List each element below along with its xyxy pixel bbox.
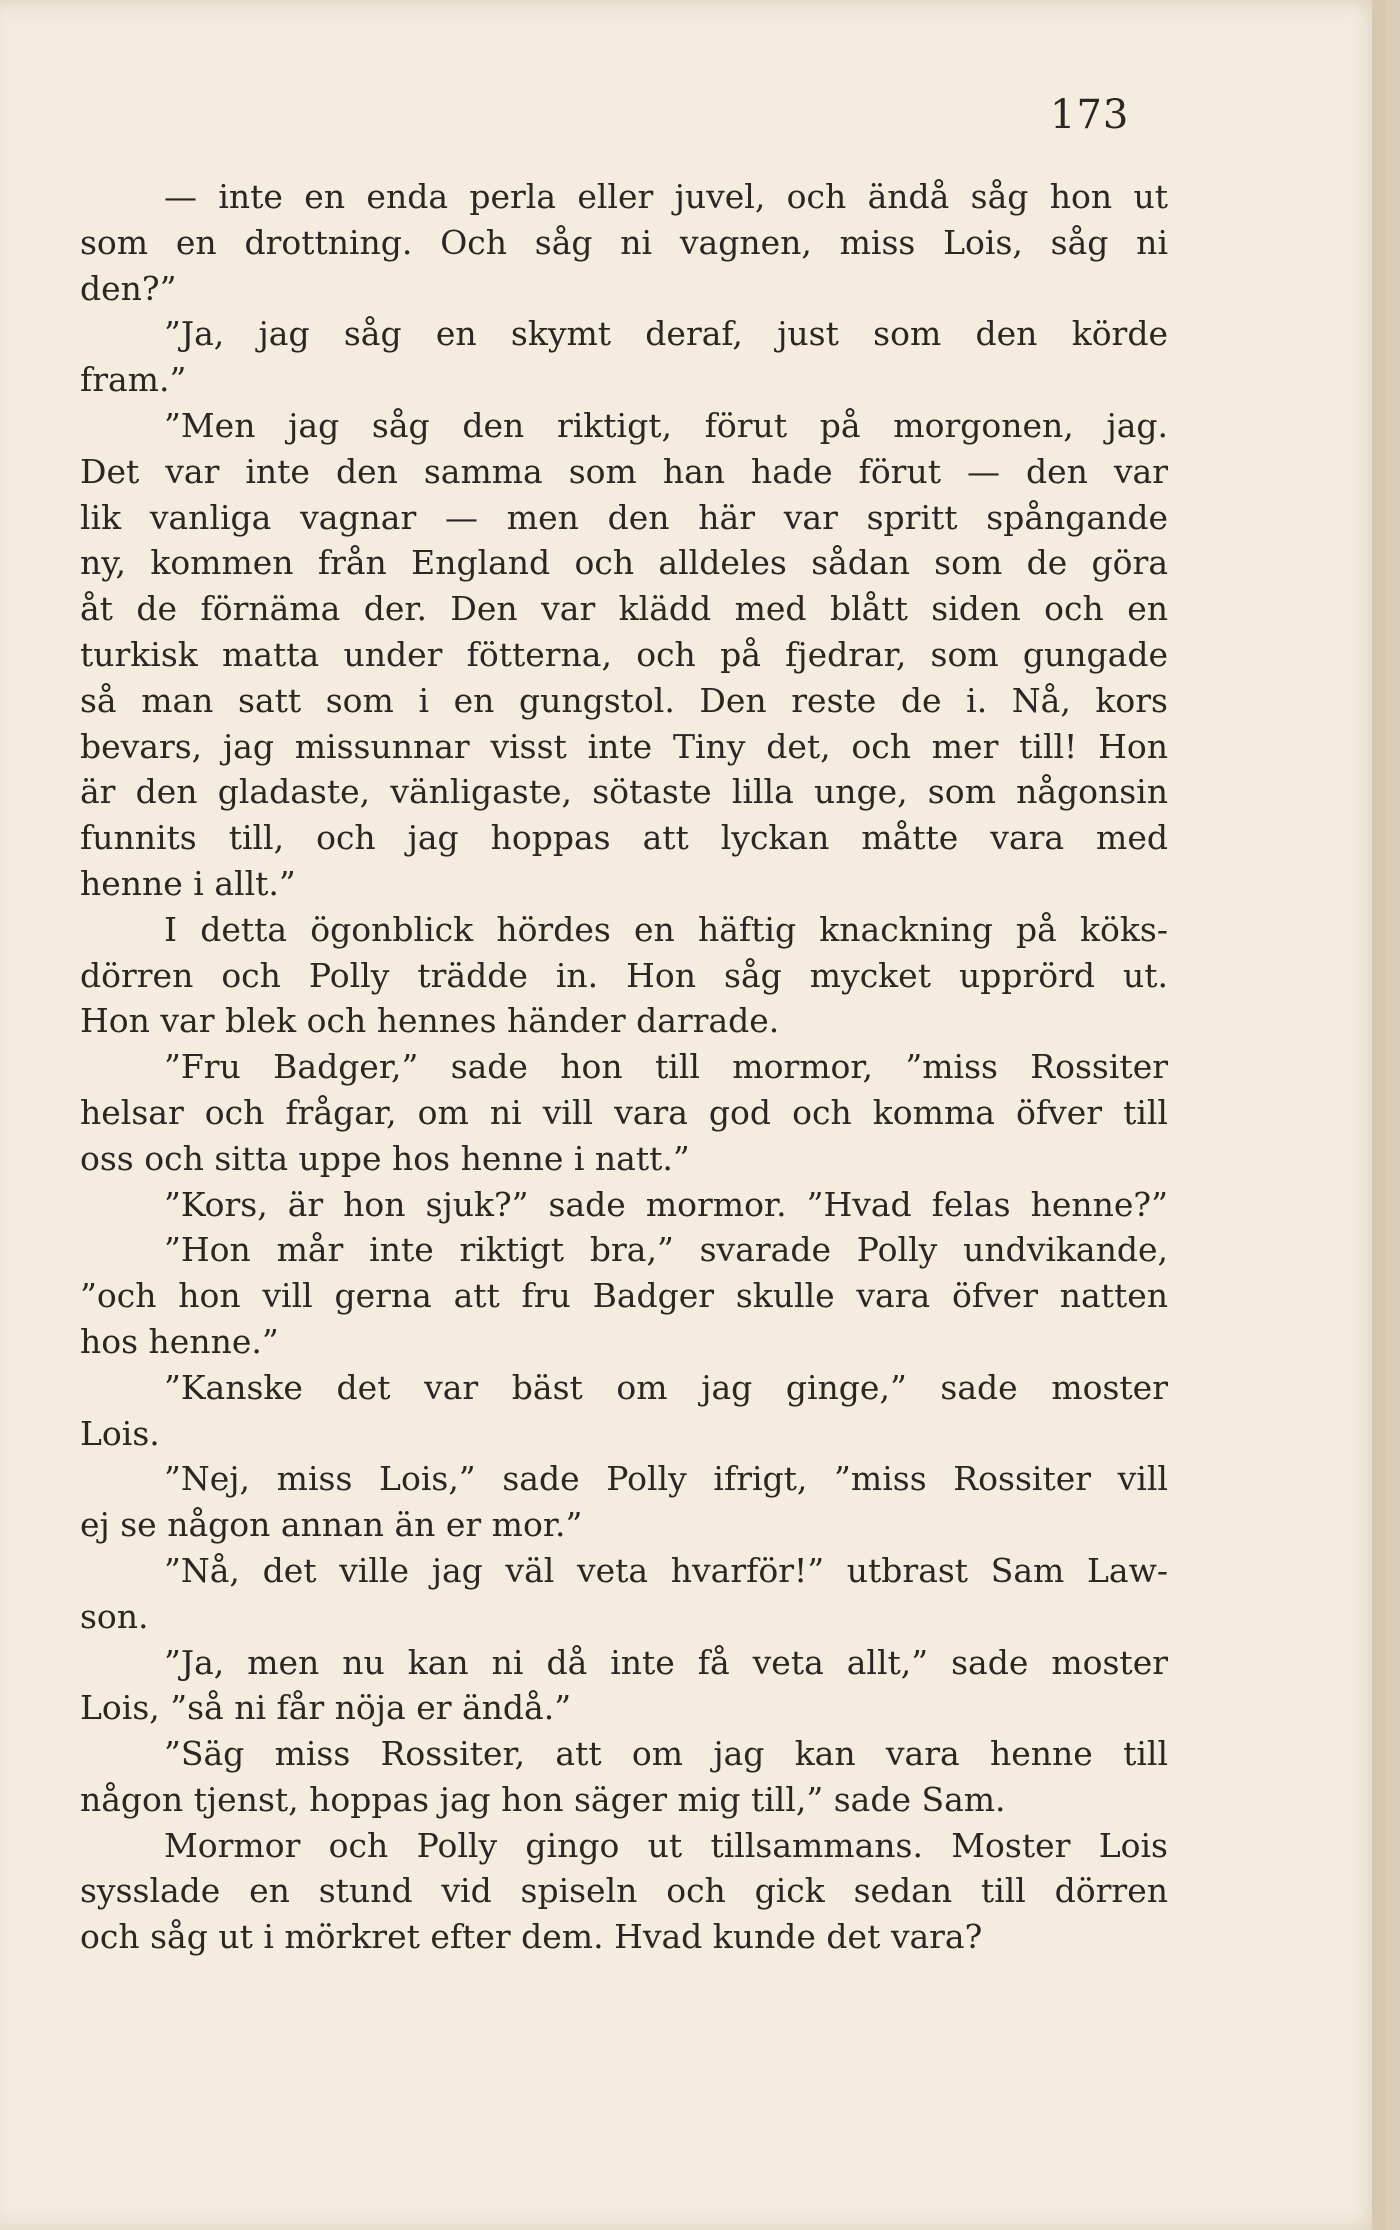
text-line: helsar och frågar, om ni vill vara god och komma öfver till: [80, 1092, 1168, 1132]
text-line: åt de förnäma der. Den var klädd med blått siden och en: [80, 589, 1168, 629]
text-line: Hon var blek och hennes händer darrade.: [80, 1001, 780, 1041]
text-line: Lois.: [80, 1413, 160, 1453]
body-text: [80, 174, 1168, 1960]
text-line: ”Säg miss Rossiter, att om jag kan vara henne till: [164, 1734, 1168, 1774]
text-line: ”Ja, men nu kan ni då inte få veta allt,” sade moster: [164, 1642, 1168, 1682]
page-edge: [1372, 0, 1386, 2230]
text-line: så man satt som i en gungstol. Den reste de i. Nå, kors: [80, 680, 1168, 720]
text-line: ”Nå, det ville jag väl veta hvarför!” utbrast Sam Law-: [164, 1550, 1168, 1590]
text-line: ”Kanske det var bäst om jag ginge,” sade moster: [164, 1367, 1168, 1407]
text-line: ”Men jag såg den riktigt, förut på morgonen, jag.: [164, 405, 1168, 445]
text-line: är den gladaste, vänligaste, sötaste lilla unge, som någonsin: [80, 772, 1168, 812]
page-number: 173: [1050, 92, 1130, 138]
text-line: I detta ögonblick hördes en häftig knackning på köks-: [164, 909, 1168, 949]
text-line: ”Nej, miss Lois,” sade Polly ifrigt, ”miss Rossiter vill: [164, 1459, 1168, 1499]
text-line: och såg ut i mörkret efter dem. Hvad kunde det vara?: [80, 1917, 983, 1957]
text-line: henne i allt.”: [80, 863, 296, 903]
text-line: ”Ja, jag såg en skymt deraf, just som den körde: [164, 314, 1168, 354]
text-line: bevars, jag missunnar visst inte Tiny det, och mer till! Hon: [80, 726, 1168, 766]
text-line: Mormor och Polly gingo ut tillsammans. Moster Lois: [164, 1825, 1168, 1865]
text-line: ”Hon mår inte riktigt bra,” svarade Polly undvikande,: [164, 1230, 1168, 1270]
text-line: Det var inte den samma som han hade förut — den var: [80, 451, 1168, 491]
text-line: Lois, ”så ni får nöja er ändå.”: [80, 1688, 572, 1728]
text-line: oss och sitta uppe hos henne i natt.”: [80, 1138, 690, 1178]
text-line: dörren och Polly trädde in. Hon såg mycket upprörd ut.: [80, 955, 1168, 995]
text-line: ny, kommen från England och alldeles sådan som de göra: [80, 543, 1168, 583]
text-line: turkisk matta under fötterna, och på fjedrar, som gungade: [80, 634, 1168, 674]
text-line: hos henne.”: [80, 1321, 279, 1361]
text-line: funnits till, och jag hoppas att lyckan måtte vara med: [80, 818, 1168, 858]
text-line: son.: [80, 1596, 149, 1636]
text-line: ej se någon annan än er mor.”: [80, 1505, 583, 1545]
text-line: sysslade en stund vid spiseln och gick sedan till dörren: [80, 1871, 1168, 1911]
text-line: någon tjenst, hoppas jag hon säger mig till,” sade Sam.: [80, 1779, 1006, 1819]
text-line: ”och hon vill gerna att fru Badger skulle vara öfver natten: [80, 1276, 1168, 1316]
text-line: den?”: [80, 268, 177, 308]
text-line: fram.”: [80, 360, 187, 400]
text-line: lik vanliga vagnar — men den här var spritt spångande: [80, 497, 1168, 537]
text-line: ”Kors, är hon sjuk?” sade mormor. ”Hvad felas henne?”: [164, 1184, 1168, 1224]
text-line: — inte en enda perla eller juvel, och ändå såg hon ut: [164, 177, 1168, 216]
text-line: som en drottning. Och såg ni vagnen, miss Lois, såg ni: [80, 222, 1168, 262]
text-line: ”Fru Badger,” sade hon till mormor, ”miss Rossiter: [164, 1047, 1168, 1087]
